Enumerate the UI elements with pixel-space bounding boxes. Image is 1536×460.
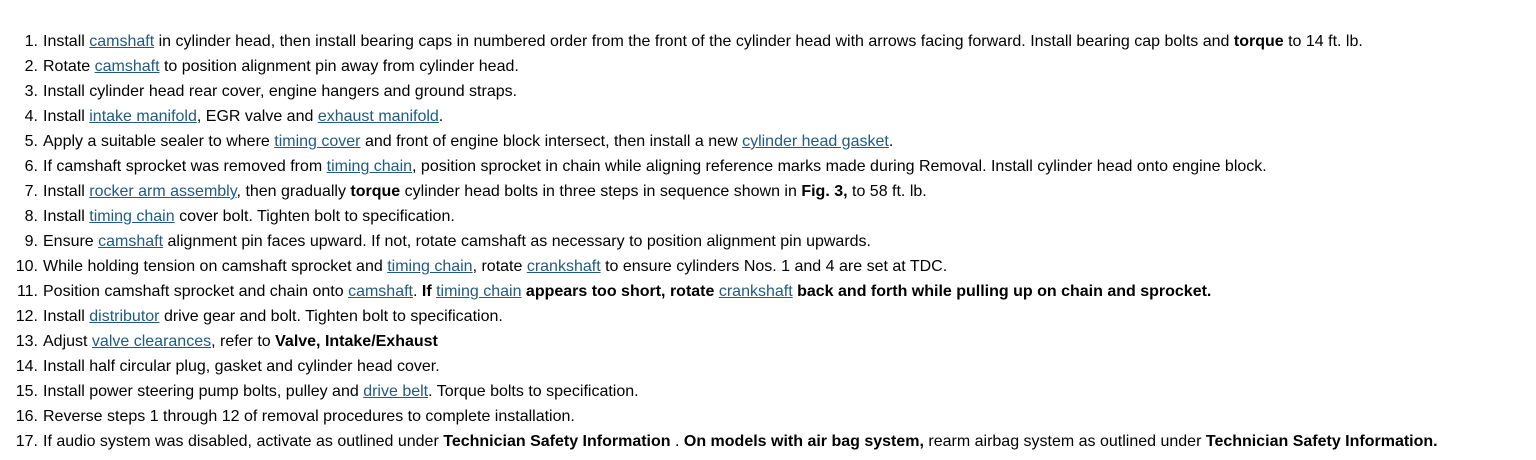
step-text — [43, 333, 438, 350]
step-text — [43, 358, 440, 375]
timing-chain-link[interactable]: timing chain — [326, 158, 413, 175]
step-number: 11. — [16, 283, 38, 300]
step-text-segment: , EGR valve and — [196, 108, 318, 125]
emphasis-text: Fig. 3, — [801, 183, 848, 200]
step-text-segment: Apply a suitable sealer to where — [43, 133, 275, 150]
step-number: 17. — [15, 433, 38, 450]
step-text-segment: Reverse steps 1 through 12 of removal procedures to complete installation. — [43, 408, 575, 425]
step-text-segment: to 14 ft. lb. — [1283, 33, 1363, 50]
step-item — [0, 330, 1536, 355]
step-item — [0, 230, 1536, 255]
step-text-segment: Install — [43, 308, 90, 325]
step-text — [43, 83, 517, 100]
step-text-segment: to position alignment pin away from cylinder head. — [159, 58, 519, 75]
step-number: 2. — [24, 58, 38, 75]
step-text-segment: . — [412, 283, 422, 300]
step-text — [43, 133, 893, 150]
valve-clearances-link[interactable]: valve clearances — [91, 333, 212, 350]
step-text-segment: , position sprocket in chain while aligning reference marks made during Removal. Install cylinder head onto engine block. — [412, 158, 1267, 175]
step-number: 13. — [15, 333, 38, 350]
step-text-segment: Adjust — [43, 333, 92, 350]
step-text-segment: to 58 ft. lb. — [847, 183, 927, 200]
step-item — [0, 155, 1536, 180]
step-text-segment: . Torque bolts to specification. — [428, 383, 639, 400]
emphasis-text: Technician Safety Information. — [1205, 433, 1438, 450]
step-text — [43, 33, 1363, 50]
drive-belt-link[interactable]: drive belt — [363, 383, 429, 400]
step-text-segment: . — [670, 433, 684, 450]
step-item — [0, 205, 1536, 230]
step-text-segment: If camshaft sprocket was removed from — [43, 158, 327, 175]
emphasis-text: On models with air bag system, — [683, 433, 924, 450]
step-text — [43, 158, 1267, 175]
step-text-segment: cover bolt. Tighten bolt to specification. — [174, 208, 455, 225]
step-text-segment: Install cylinder head rear cover, engine hangers and ground straps. — [43, 83, 518, 100]
camshaft-link[interactable]: camshaft — [348, 283, 413, 300]
step-text — [43, 433, 1438, 450]
step-number: 1. — [24, 33, 38, 50]
step-text-segment: If audio system was disabled, activate as outlined under — [43, 433, 444, 450]
step-text-segment: rearm airbag system as outlined under — [923, 433, 1206, 450]
step-text-segment: Install power steering pump bolts, pulley and — [43, 383, 364, 400]
step-text-segment: cylinder head bolts in three steps in sequence shown in — [400, 183, 802, 200]
step-item — [0, 305, 1536, 330]
crankshaft-link[interactable]: crankshaft — [526, 258, 601, 275]
emphasis-text: back and forth while pulling up on chain and sprocket. — [792, 283, 1212, 300]
step-number: 12. — [15, 308, 38, 325]
step-text — [43, 383, 639, 400]
step-text-segment: . — [438, 108, 444, 125]
step-text-segment: Install — [43, 33, 90, 50]
step-text — [43, 233, 871, 250]
step-number: 7. — [24, 183, 38, 200]
step-text-segment: in cylinder head, then install bearing caps in numbered order from the front of the cylinder head with arrows facing forward. Install bearing cap bolts and — [154, 33, 1234, 50]
step-number: 15. — [15, 383, 38, 400]
step-text-segment: drive gear and bolt. Tighten bolt to specification. — [159, 308, 503, 325]
step-item — [0, 380, 1536, 405]
step-text-segment: Install — [43, 183, 90, 200]
step-item — [0, 55, 1536, 80]
timing-chain-link[interactable]: timing chain — [89, 208, 175, 225]
camshaft-link[interactable]: camshaft — [89, 33, 155, 50]
step-item — [0, 280, 1536, 305]
emphasis-text: Valve, Intake/Exhaust — [275, 333, 438, 350]
step-item — [0, 355, 1536, 380]
crankshaft-link[interactable]: crankshaft — [718, 283, 793, 300]
camshaft-link[interactable]: camshaft — [94, 58, 160, 75]
step-text-segment: , refer to — [211, 333, 276, 350]
distributor-link[interactable]: distributor — [89, 308, 160, 325]
step-text-segment: , then gradually — [236, 183, 351, 200]
step-text — [43, 258, 947, 275]
step-item — [0, 30, 1536, 55]
emphasis-text: Technician Safety Information — [443, 433, 671, 450]
step-text — [43, 208, 455, 225]
camshaft-link[interactable]: camshaft — [98, 233, 164, 250]
intake-manifold-link[interactable]: intake manifold — [89, 108, 197, 125]
step-number: 8. — [24, 208, 38, 225]
step-item — [0, 80, 1536, 105]
step-number: 3. — [24, 83, 38, 100]
timing-chain-link[interactable]: timing chain — [436, 283, 522, 300]
emphasis-text: appears too short, rotate — [521, 283, 719, 300]
step-text-segment: Install — [43, 108, 90, 125]
step-item — [0, 405, 1536, 430]
step-text — [43, 58, 519, 75]
step-item — [0, 180, 1536, 205]
step-text-segment: Install half circular plug, gasket and cylinder head cover. — [43, 358, 440, 375]
exhaust-manifold-link[interactable]: exhaust manifold — [317, 108, 439, 125]
step-text-segment: While holding tension on camshaft sprocket and — [43, 258, 388, 275]
step-text — [43, 308, 503, 325]
step-text — [43, 408, 575, 425]
step-text — [43, 183, 927, 200]
step-number: 10. — [15, 258, 38, 275]
cylinder-head-gasket-link[interactable]: cylinder head gasket — [742, 133, 889, 150]
step-number: 4. — [24, 108, 38, 125]
step-text-segment: Position camshaft sprocket and chain onto — [43, 283, 349, 300]
step-text-segment: alignment pin faces upward. If not, rotate camshaft as necessary to position alignment pin upwards. — [163, 233, 871, 250]
timing-chain-link[interactable]: timing chain — [387, 258, 473, 275]
step-item — [0, 430, 1536, 455]
step-number: 16. — [15, 408, 38, 425]
timing-cover-link[interactable]: timing cover — [274, 133, 361, 150]
step-item — [0, 255, 1536, 280]
emphasis-text: torque — [1233, 33, 1284, 50]
step-number: 6. — [24, 158, 38, 175]
step-text — [43, 108, 443, 125]
emphasis-text: torque — [350, 183, 401, 200]
step-text-segment: Install — [43, 208, 90, 225]
emphasis-text: If — [421, 283, 437, 300]
step-text-segment: , rotate — [472, 258, 527, 275]
step-text-segment: . — [888, 133, 894, 150]
step-text-segment: Ensure — [43, 233, 99, 250]
rocker-arm-assembly-link[interactable]: rocker arm assembly — [89, 183, 237, 200]
step-text-segment: Rotate — [43, 58, 95, 75]
step-number: 5. — [24, 133, 38, 150]
step-number: 14. — [15, 358, 38, 375]
step-item — [0, 105, 1536, 130]
step-text — [43, 283, 1211, 300]
step-item — [0, 130, 1536, 155]
step-text-segment: and front of engine block intersect, then install a new — [360, 133, 743, 150]
step-number: 9. — [24, 233, 38, 250]
step-text-segment: to ensure cylinders Nos. 1 and 4 are set at TDC. — [600, 258, 948, 275]
